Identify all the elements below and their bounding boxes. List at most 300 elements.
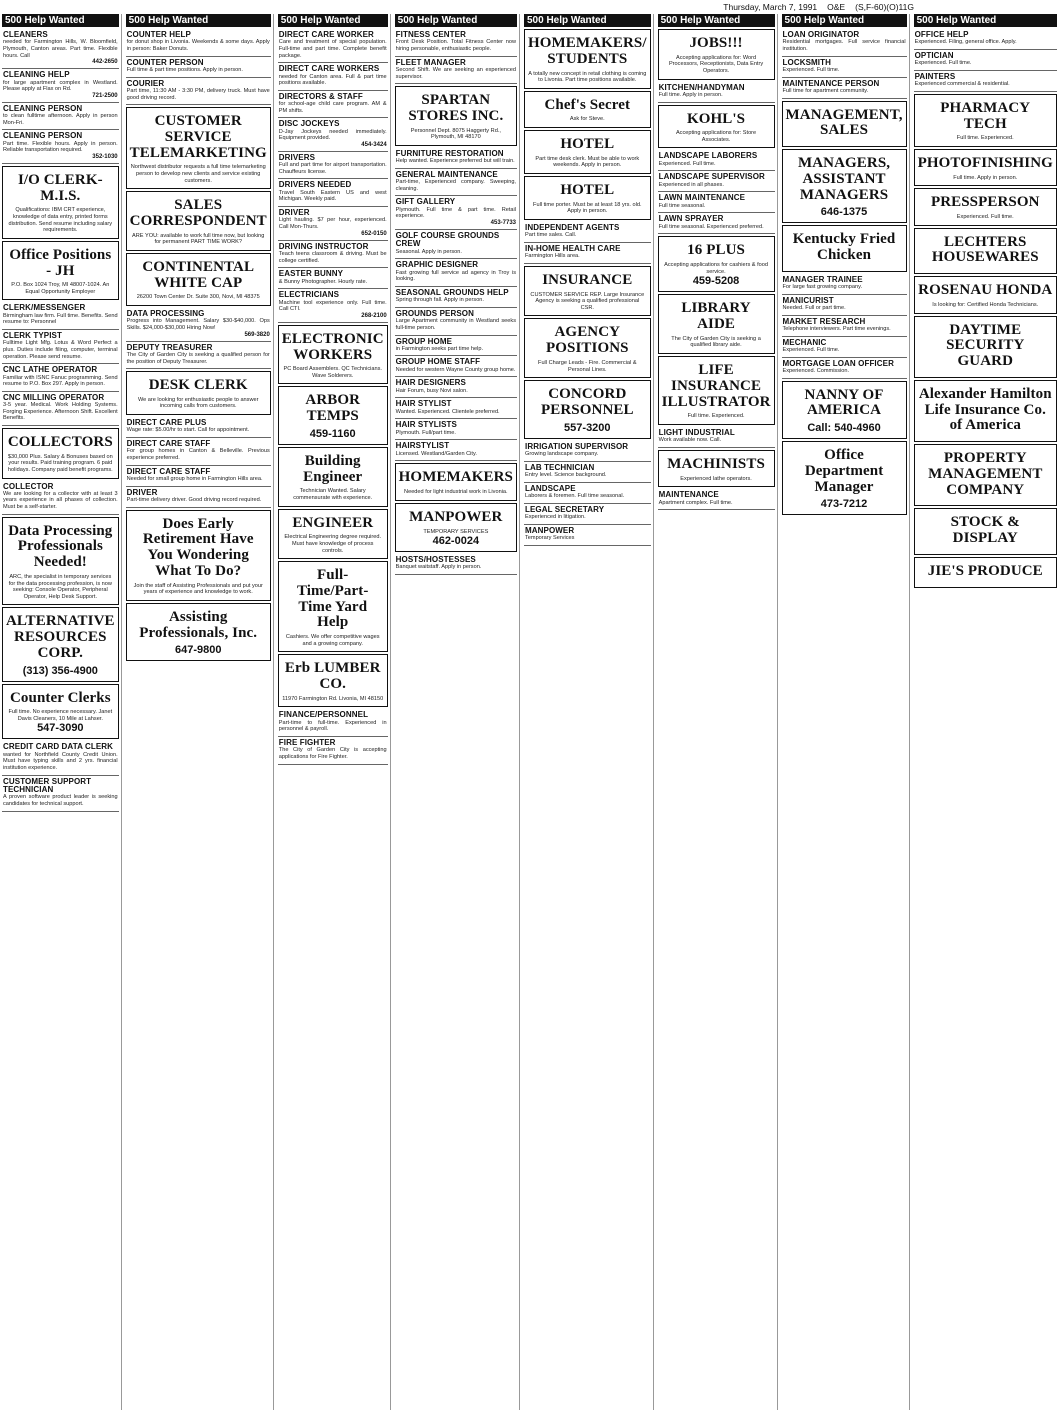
ad-heading: CONTINENTAL WHITE CAP	[142, 258, 255, 291]
ad-heading: DISC JOCKEYS	[278, 119, 340, 129]
ad-phone: 442-2650	[92, 59, 118, 66]
ad-heading: DIRECT CARE STAFF	[126, 439, 211, 449]
ad-body: $30,000 Plus. Salary & Bonuses based on your results. Paid training program. 6 paid holidays. Company paid benefit programs.	[7, 453, 113, 473]
ad-body: Part time desk clerk. Must be able to work weekends. Apply in person.	[535, 155, 640, 169]
ad-body: Licensed. Westland/Garden City.	[395, 450, 477, 457]
ad-heading: CLEANING PERSON	[3, 131, 83, 141]
classified-ad	[278, 207, 388, 241]
ad-heading: DATA PROCESSING	[126, 308, 205, 318]
ad-heading: MANAGER TRAINEE	[782, 274, 863, 284]
ad-body: Accepting applications for: Store Associates.	[675, 130, 757, 143]
ad-heading: MAINTENANCE PERSON	[782, 78, 880, 88]
classified-ad	[782, 274, 907, 295]
ad-body: Experienced. Full time.	[914, 60, 972, 67]
classified-ad	[395, 336, 517, 357]
ad-body: D-Jay Jockeys needed immediately. Equipment provided.	[278, 128, 387, 142]
ad-heading: KITCHEN/HANDYMAN	[658, 82, 745, 92]
ad-body: CUSTOMER SERVICE REP. Large Insurance Agency is seeking a qualified professional CSR.	[530, 291, 645, 311]
ad-body: Full time porter. Must be at least 18 yrs. old. Apply in person.	[533, 201, 642, 215]
ad-body: For large fast growing company.	[782, 284, 863, 291]
ad-body: Part time. Flexible hours. Apply in person. Reliable transportation required.	[3, 140, 118, 154]
column-header: 500 Help Wanted	[658, 14, 775, 27]
ad-body: Seasonal. Apply in person.	[395, 248, 462, 255]
classified-ad	[395, 377, 517, 398]
ad-heading: ARBOR TEMPS	[305, 392, 361, 425]
classified-ad	[2, 302, 119, 330]
ad-body: Light hauling. $7 per hour, experienced. Call Mon-Thurs.	[278, 217, 387, 231]
ad-body: Part time sales. Call.	[525, 232, 577, 239]
classified-ad	[126, 466, 271, 487]
ad-phone: 459-1160	[309, 427, 356, 440]
ad-body: We are looking for a collector with at least 3 years experience in all phases of collection. Must be a self-starter.	[3, 490, 118, 511]
ad-phone: 646-1375	[820, 206, 868, 219]
ad-heading: ELECTRONIC WORKERS	[281, 330, 384, 363]
ad-heading: DESK CLERK	[148, 377, 248, 394]
ad-body: Wage rate: $5.00/hr to start. Call for appointment.	[126, 427, 250, 434]
classified-ad	[278, 654, 388, 707]
classified-ad	[782, 78, 907, 99]
classified-ad	[914, 188, 1057, 225]
ad-heading: MAINTENANCE	[658, 490, 719, 500]
ad-body: Needed for western Wayne County group home.	[395, 366, 516, 373]
classified-ad	[2, 607, 119, 681]
column-1	[2, 14, 122, 1410]
ad-body: Full time. Apply in person.	[658, 91, 723, 98]
classified-ad	[395, 86, 517, 146]
ad-heading: CUSTOMER SUPPORT TECHNICIAN	[3, 776, 92, 795]
classified-ad	[914, 94, 1057, 147]
ad-heading: Office Positions - JH	[9, 246, 112, 279]
classified-ad	[395, 148, 517, 169]
ad-body: Fast growing full service ad agency in Troy is looking.	[395, 269, 516, 283]
ad-body: Join the staff of Assisting Professionals and put your years of experience and knowledge to work.	[133, 582, 263, 596]
ad-heading: CUSTOMER SERVICE TELEMARKETING	[129, 113, 267, 161]
ad-body: Accepting applications for cashiers & food service.	[664, 262, 768, 275]
classified-ad	[126, 57, 271, 78]
classified-ad	[914, 50, 1057, 71]
ad-heading: HAIR STYLISTS	[395, 420, 457, 430]
classified-ad	[524, 504, 651, 525]
ad-body: Full time. Apply in person.	[953, 174, 1018, 181]
classified-ad	[278, 268, 388, 289]
ad-heading: GIFT GALLERY	[395, 197, 456, 207]
ad-body: Experienced commercial & residential.	[914, 81, 1010, 88]
ad-heading: LAB TECHNICIAN	[525, 462, 595, 472]
ad-heading: SALES CORRESPONDENT	[129, 197, 267, 229]
ad-body: Large Apartment community in Westland seeks full-time person.	[395, 318, 516, 331]
ad-phone: 473-7212	[820, 498, 868, 511]
ad-heading: GRAPHIC DESIGNER	[395, 260, 479, 270]
ad-body: Laborers & foremen. Full time seasonal.	[525, 492, 625, 499]
classified-ad	[126, 191, 271, 251]
classified-ad	[2, 517, 119, 606]
ad-heading: LEGAL SECRETARY	[525, 504, 605, 514]
ad-body: Experienced in litigation.	[525, 513, 586, 520]
ad-heading: COUNTER HELP	[126, 30, 191, 39]
ad-body: Experienced. Full time.	[782, 347, 840, 354]
ad-phone: 547-3090	[37, 722, 84, 735]
ad-body: Full time & part time positions. Apply in person.	[126, 66, 243, 73]
classified-ad	[395, 503, 517, 552]
column-2	[126, 14, 274, 1410]
ad-heading: DIRECT CARE PLUS	[126, 418, 207, 428]
classified-ad	[914, 276, 1057, 313]
ad-body: Second Shift. We are seeking an experienced supervisor.	[395, 66, 516, 80]
ad-heading: PAINTERS	[914, 71, 956, 81]
classified-ad	[2, 364, 119, 392]
ad-heading: DIRECT CARE WORKERS	[278, 64, 380, 74]
classified-ad	[914, 316, 1057, 378]
classified-ad	[2, 392, 119, 426]
ad-body: Experienced lathe operators.	[680, 475, 752, 482]
classified-ad	[524, 130, 651, 174]
classified-ad	[278, 709, 388, 737]
ad-heading: MANPOWER	[525, 525, 575, 535]
ad-heading: 16 PLUS	[687, 242, 745, 259]
ad-heading: Building Engineer	[303, 452, 363, 485]
ad-heading: ELECTRICIANS	[278, 290, 340, 300]
ad-body: Plymouth. Full/part time.	[395, 429, 456, 436]
ad-body: Part-time, Experienced company. Sweeping, cleaning.	[395, 179, 516, 192]
ad-phone: 652-0150	[361, 230, 387, 237]
ad-heading: CLEANING HELP	[3, 70, 70, 80]
ad-heading: LOCKSMITH	[782, 57, 831, 67]
ad-heading: KOHL'S	[687, 110, 746, 127]
ad-body: Apartment complex. Full time.	[658, 499, 733, 506]
ad-body: for large apartment complex in Westland. Please apply at Flax on Rd.	[3, 79, 118, 93]
ad-body: Ask for Steve.	[569, 116, 605, 123]
ad-heading: GOLF COURSE GROUNDS CREW	[395, 230, 500, 249]
ad-heading: COLLECTORS	[7, 433, 113, 450]
ad-body: Qualifications: IBM CRT experience, knowledge of data entry, printed forms distribution. Send resume including salary requirements.	[8, 207, 113, 234]
ad-heading: MARKET RESEARCH	[782, 316, 866, 326]
ad-phone: 459-5208	[692, 275, 740, 288]
ad-body: Northwest distributor requests a full time telemarketing person to develop new clients and service existing customers.	[130, 164, 266, 184]
classified-ad	[524, 380, 651, 439]
classified-ad	[782, 337, 907, 358]
ad-body: for school-age child care program. AM & PM shifts.	[278, 101, 387, 114]
classified-ad	[782, 358, 907, 379]
ad-heading: COUNTER PERSON	[126, 57, 204, 67]
classified-ad	[126, 487, 271, 508]
ad-body: Hair Forum, busy Novi salon.	[395, 387, 468, 394]
ad-body: Farmington Hills area.	[525, 253, 580, 260]
ad-body: Full time. No experience necessary. Janet Davis Cleaners, 10 Mile at Lahser.	[8, 709, 113, 722]
masthead	[0, 0, 920, 14]
ad-heading: DRIVER	[278, 208, 310, 218]
ad-body: Teach teens classroom & driving. Must be college certified.	[278, 251, 387, 264]
ad-heading: DIRECTORS & STAFF	[278, 91, 363, 101]
classified-ad	[278, 91, 388, 119]
classified-ad	[126, 510, 271, 601]
ad-body: wanted for Northfield County Credit Union. Must have typing skills and 2 yrs. financial institution experience.	[3, 751, 118, 772]
classified-ad	[914, 380, 1057, 442]
classified-ad	[782, 149, 907, 223]
classified-ad	[126, 603, 271, 662]
classified-ad	[524, 176, 651, 220]
classified-ad	[395, 230, 517, 259]
classified-ad	[658, 236, 775, 292]
ad-phone: (313) 356-4900	[22, 664, 98, 677]
ad-heading: HOMEMAKERS	[398, 469, 513, 486]
ad-heading: HOMEMAKERS/ STUDENTS	[528, 35, 647, 67]
ad-heading: COLLECTOR	[3, 481, 54, 491]
classified-ad	[2, 684, 119, 740]
ad-body: Cashiers. We offer competitive wages and a growing company.	[285, 634, 380, 647]
ad-body: Part-time to full-time. Experienced in personnel & payroll.	[278, 719, 387, 733]
classified-ad	[914, 228, 1057, 275]
ad-heading: Full-Time/Part-Time Yard Help	[296, 567, 369, 631]
classified-ad	[395, 29, 517, 57]
ad-heading: IRRIGATION SUPERVISOR	[525, 441, 629, 451]
classified-ad	[2, 330, 119, 364]
ad-heading: MACHINISTS	[667, 455, 765, 472]
ad-heading: CLERK/MESSENGER	[3, 303, 86, 313]
ad-heading: HOTEL	[560, 136, 615, 153]
classified-ad	[2, 130, 119, 164]
ad-body: Front Desk Position. Total Fitness Center now hiring personable, enthusiastic people.	[395, 39, 516, 52]
ad-heading: DIRECT CARE WORKER	[278, 30, 374, 39]
ad-heading: FLEET MANAGER	[395, 57, 466, 67]
ad-heading: LANDSCAPE SUPERVISOR	[658, 172, 765, 182]
ad-body: We are looking for enthusiastic people to answer incoming calls from customers.	[137, 396, 259, 410]
ad-heading: LIFE INSURANCE ILLUSTRATOR	[661, 362, 771, 410]
column-header: 500 Help Wanted	[2, 14, 119, 27]
ad-body: Work available now. Call.	[658, 437, 721, 444]
ad-heading: GROUNDS PERSON	[395, 308, 474, 318]
classified-ad	[2, 428, 119, 479]
column-header: 500 Help Wanted	[524, 14, 651, 27]
ad-body: PC Board Assemblers. QC Technicians. Wave Solderers.	[283, 366, 382, 379]
ad-heading: Kentucky Fried Chicken	[792, 231, 896, 264]
ad-body: ARC, the specialist in temporary services for the data processing profession, is now seeking: Console Operator, Peripheral Operator, Help Desk Support.	[8, 573, 112, 600]
classified-ad	[658, 356, 775, 425]
classified-ad	[2, 103, 119, 131]
classified-ad	[524, 222, 651, 243]
classified-ad	[914, 71, 1057, 92]
classified-ad	[2, 166, 119, 239]
classified-ad	[524, 266, 651, 317]
ad-heading: LECHTERS HOUSEWARES	[931, 233, 1039, 266]
classified-ad	[524, 29, 651, 89]
ad-body: Full time. Experienced.	[956, 135, 1014, 142]
ad-body: A proven software product leader is seeking candidates for technical support.	[3, 794, 118, 808]
ad-heading: HOTEL	[560, 181, 615, 198]
column-header: 500 Help Wanted	[126, 14, 271, 27]
classified-ad	[395, 308, 517, 336]
classified-ad	[658, 150, 775, 171]
classified-ad	[658, 105, 775, 149]
ad-heading: COURIER	[126, 78, 165, 88]
ad-heading: STOCK & DISPLAY	[950, 514, 1020, 547]
ad-heading: HAIR DESIGNERS	[395, 378, 466, 388]
classified-ad	[278, 152, 388, 180]
classified-ad	[658, 427, 775, 448]
classified-ad	[278, 325, 388, 385]
ad-heading: Chef's Secret	[544, 96, 631, 113]
classified-ad	[658, 489, 775, 510]
ad-body: The City of Garden City is seeking a qualified library aide.	[671, 335, 761, 349]
classified-ad	[658, 171, 775, 192]
ad-heading: Office Department Manager	[804, 447, 884, 495]
ad-phone: 721-2500	[92, 92, 118, 99]
ad-body: Technician Wanted. Salary commensurate with experience.	[293, 488, 373, 502]
classified-ad	[2, 29, 119, 69]
classified-ad	[524, 525, 651, 546]
ad-body: 26200 Town Center Dr. Suite 300, Novi, MI 48375	[136, 294, 260, 301]
classified-ad	[126, 417, 271, 438]
classified-ad	[395, 57, 517, 85]
ad-body: Telephone interviewers. Part time evenings.	[782, 326, 891, 333]
ad-heading: Counter Clerks	[9, 689, 111, 706]
classified-ad	[782, 316, 907, 337]
classified-ad	[278, 289, 388, 323]
ad-body: needed for Farmington Hills, W. Bloomfield, Plymouth, Canton areas. Part time. Flexible hours. Call	[3, 39, 118, 59]
ad-heading: LANDSCAPE	[525, 483, 576, 493]
column-header: 500 Help Wanted	[395, 14, 517, 27]
ad-body: Entry level. Science background.	[525, 471, 607, 478]
classified-ad	[524, 441, 651, 462]
ad-heading: HOSTS/HOSTESSES	[395, 555, 476, 565]
ad-phone: 647-9800	[174, 644, 222, 657]
classified-ad	[395, 356, 517, 377]
classified-ad	[782, 225, 907, 272]
ad-body: The City of Garden City is accepting applications for Fire Fighter.	[278, 747, 387, 761]
ad-heading: MANICURIST	[782, 295, 834, 305]
column-header: 500 Help Wanted	[914, 14, 1057, 27]
classified-ad	[278, 63, 388, 91]
ad-body: ARE YOU: available to work full time now, but looking for permanent PART TIME WORK?	[132, 232, 265, 246]
ad-heading: PROPERTY MANAGEMENT COMPANY	[928, 450, 1043, 498]
column-8	[914, 14, 1059, 1410]
ad-body: 3-5 year. Medical. Work Holding Systems. Forging Experience. Afternoon Shift. Excellent Benefits.	[3, 402, 118, 422]
ad-phone: Call: 540-4960	[807, 422, 881, 435]
classified-ad	[278, 179, 388, 207]
ad-heading: NANNY OF AMERICA	[804, 386, 884, 419]
ad-phone: 569-3820	[244, 331, 270, 338]
classified-ad	[782, 441, 907, 515]
ad-body: Help wanted. Experience preferred but will train.	[395, 158, 515, 165]
ad-heading: DIRECT CARE STAFF	[126, 466, 211, 476]
ad-body: Wanted. Experienced. Clientele preferred.	[395, 408, 500, 415]
ad-body: Travel South Eastern US and west Michigan. Weekly paid.	[278, 189, 387, 203]
ad-heading: ENGINEER	[292, 514, 374, 531]
column-header: 500 Help Wanted	[782, 14, 907, 27]
ad-body: Full time. Experienced.	[687, 413, 745, 420]
classified-ad	[658, 213, 775, 234]
classified-ad	[524, 483, 651, 504]
classified-ad	[2, 741, 119, 775]
column-header: 500 Help Wanted	[278, 14, 388, 27]
ad-body: Is looking for: Certified Honda Technicians.	[932, 301, 1039, 308]
ad-body: Experienced. Filing, general office. Apply.	[914, 39, 1017, 46]
classified-ad	[278, 561, 388, 652]
ad-body: Part-time delivery driver. Good driving record required.	[126, 496, 262, 503]
ad-phone: 462-0024	[432, 535, 480, 548]
ad-body: needed for Canton area. Full & part time positions available.	[278, 73, 387, 87]
classified-ad	[782, 295, 907, 316]
classified-ad	[658, 450, 775, 487]
ad-heading: GENERAL MAINTENANCE	[395, 169, 498, 179]
ad-body: for donut shop in Livonia. Weekends & some days. Apply in person: Baker Donuts.	[126, 39, 270, 52]
classified-ad	[524, 91, 651, 128]
ad-heading: AGENCY POSITIONS	[546, 324, 629, 357]
ad-body: Personnel Dept. 8075 Haggerty Rd., Plymouth, MI 48170	[410, 127, 501, 141]
column-5	[524, 14, 654, 1410]
ad-body: Plymouth. Full time & part time. Retail experience.	[395, 206, 516, 220]
ad-heading: LAWN SPRAYER	[658, 214, 724, 224]
ad-phone: 453-7733	[490, 219, 516, 226]
ad-body: Machine tool experience only. Full time. Call CTI.	[278, 299, 387, 313]
ad-heading: ALTERNATIVE RESOURCES CORP.	[6, 613, 115, 661]
ad-heading: MANAGEMENT, SALES	[785, 106, 903, 139]
classified-ad	[658, 294, 775, 354]
ad-heading: LIBRARY AIDE	[681, 300, 751, 333]
ad-body: to clean fulltime afternoon. Apply in person Mon-Fri.	[3, 113, 118, 126]
ad-heading: CREDIT CARD DATA CLERK	[3, 742, 114, 752]
ad-body: Fulltime Light Mfg. Lotus & Word Perfect a plus. Duties include filing, computer, terminal operation. Please send resume.	[3, 340, 118, 360]
ad-heading: LAWN MAINTENANCE	[658, 193, 746, 203]
ad-body: TEMPORARY SERVICES	[423, 528, 489, 535]
issue-date: Thursday, March 7, 1991	[723, 2, 818, 12]
ad-heading: SPARTAN STORES INC.	[408, 92, 504, 124]
classified-ad	[395, 287, 517, 308]
ad-heading: PHARMACY TECH	[940, 99, 1031, 132]
classified-ad	[782, 101, 907, 148]
classified-ad	[914, 508, 1057, 555]
ad-heading: PHOTOFINISHING	[917, 155, 1053, 172]
section-name: O&E	[827, 2, 846, 12]
classified-ad	[126, 371, 271, 415]
ad-heading: CLERK TYPIST	[3, 331, 62, 341]
ad-phone: 454-3424	[361, 141, 387, 148]
ad-heading: LANDSCAPE LABORERS	[658, 151, 758, 161]
classified-ad	[278, 386, 388, 445]
ad-body: Experienced. Full time.	[956, 214, 1014, 221]
classified-ad	[658, 29, 775, 80]
classified-ad	[524, 318, 651, 378]
ad-heading: DAYTIME SECURITY GUARD	[946, 321, 1025, 370]
column-3	[278, 14, 391, 1410]
classified-ad	[2, 481, 119, 515]
ad-body: Full Charge Leads - Fire. Commercial & Personal Lines.	[538, 359, 637, 373]
ad-heading: MANPOWER	[409, 508, 503, 525]
ad-body: Full and part time for airport transportation. Chauffeurs license.	[278, 162, 387, 175]
classified-ad	[278, 29, 388, 63]
ad-heading: FINANCE/PERSONNEL	[278, 710, 369, 720]
ad-body: A totally new concept in retail clothing is coming to Livonia. Part time positions available.	[528, 70, 647, 84]
column-7	[782, 14, 910, 1410]
ad-heading: DRIVING INSTRUCTOR	[278, 241, 369, 251]
classified-ad	[2, 241, 119, 301]
ad-body: Electrical Engineering degree required. Must have knowledge of process controls.	[284, 534, 382, 554]
ad-body: For group homes in Canton & Belleville. Previous experience preferred.	[126, 448, 270, 462]
column-6	[658, 14, 778, 1410]
classified-ad	[126, 78, 271, 106]
ad-body: Experienced. Full time.	[782, 66, 840, 73]
ad-heading: DRIVERS	[278, 152, 316, 162]
ad-heading: IN-HOME HEALTH CARE	[525, 243, 621, 253]
classified-ad	[126, 253, 271, 306]
ad-body: Needed for small group home in Farmington Hills area.	[126, 476, 263, 482]
ad-heading: MORTGAGE LOAN OFFICER	[782, 358, 894, 368]
classified-ad	[278, 118, 388, 152]
ad-body: Familiar with ISNC Fanuc programming. Send resume to P.O. Box 297. Apply in person.	[3, 374, 118, 388]
ad-heading: CLEANERS	[3, 30, 48, 39]
ad-heading: CNC MILLING OPERATOR	[3, 392, 105, 402]
column-4	[395, 14, 520, 1410]
ad-heading: DEPUTY TREASURER	[126, 342, 213, 352]
